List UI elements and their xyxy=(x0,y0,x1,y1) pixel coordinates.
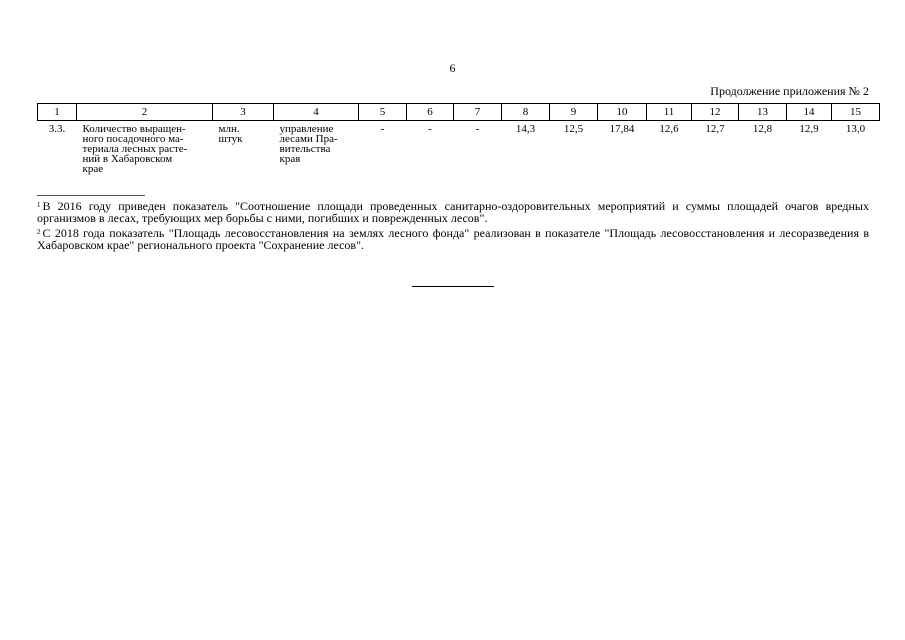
column-header: 12 xyxy=(692,104,739,121)
column-header: 11 xyxy=(647,104,692,121)
value-cell: 14,3 xyxy=(515,123,536,135)
value-cell: 12,7 xyxy=(705,123,725,135)
column-header: 5 xyxy=(359,104,407,121)
value-cell: 12,5 xyxy=(563,123,584,135)
column-header: 3 xyxy=(213,104,274,121)
column-header: 9 xyxy=(550,104,598,121)
row-number: 3.3. xyxy=(48,123,66,135)
page-number: 6 xyxy=(449,61,456,75)
footnote-text: В 2016 году приведен показатель "Соотношение площади проведенных санитарно-оздоровительных мероприятий и суммы площадей очагов вредных организмов в лесах, требующих мер борьбы с ними, погибших и поврежденных лесов". xyxy=(37,199,869,225)
footnote-text: С 2018 года показатель "Площадь лесовосстановления на землях лесного фонда" реализован в показателе "Площадь лесовосстановления и лесоразведения в Хабаровском крае" регионального проекта "Сохранение лесов". xyxy=(37,226,869,252)
value-cell: 12,6 xyxy=(659,123,679,135)
table-header-row xyxy=(38,104,880,121)
column-header: 6 xyxy=(407,104,454,121)
footnote-mark: 1 xyxy=(37,201,41,209)
value-cell: 17,84 xyxy=(609,123,635,135)
value-cell: 13,0 xyxy=(845,123,866,135)
unit-cell: млн. штук xyxy=(218,123,243,145)
value-cell: 12,9 xyxy=(799,123,819,135)
column-header: 4 xyxy=(274,104,359,121)
footnote-divider xyxy=(37,195,145,196)
end-of-document-rule xyxy=(412,286,494,287)
value-cell: 12,8 xyxy=(752,123,773,135)
footnote-2 xyxy=(37,227,869,251)
column-header: 10 xyxy=(598,104,647,121)
column-header: 13 xyxy=(739,104,787,121)
value-cell: - xyxy=(475,123,480,135)
column-header: 8 xyxy=(502,104,550,121)
value-cell: - xyxy=(428,123,432,135)
responsible-cell: управление лесами Пра- вительства края xyxy=(279,123,338,165)
column-header: 14 xyxy=(787,104,832,121)
table-row xyxy=(38,121,880,175)
indicator-name: Количество выращен- ного посадочного ма- териала лесных расте- ний в Хабаровском крае xyxy=(82,123,188,175)
value-cell: - xyxy=(380,123,385,135)
column-header: 7 xyxy=(454,104,502,121)
column-header: 1 xyxy=(38,104,77,121)
footnote-mark: 2 xyxy=(37,228,41,236)
footnote-1 xyxy=(37,200,869,224)
column-header: 2 xyxy=(77,104,213,121)
indicators-table xyxy=(37,103,880,174)
continuation-label: Продолжение приложения № 2 xyxy=(710,84,869,98)
column-header: 15 xyxy=(832,104,880,121)
